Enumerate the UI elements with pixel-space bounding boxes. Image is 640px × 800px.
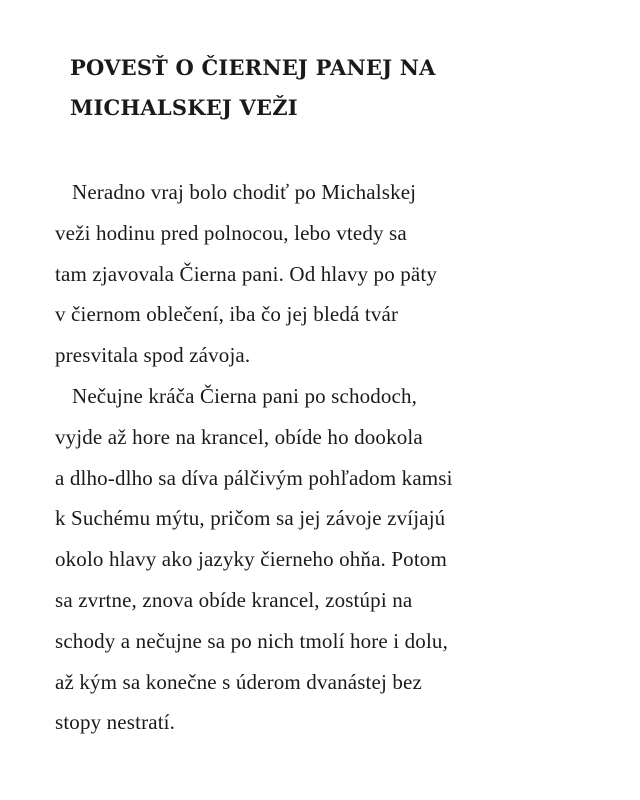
paragraph-line: Neradno vraj bolo chodiť po Michalskej [72, 180, 417, 204]
document-title [70, 48, 590, 128]
document-body [55, 172, 615, 743]
title-line-1: POVESŤ O ČIERNEJ PANEJ NA [70, 55, 436, 80]
paragraph-line: v čiernom oblečení, iba čo jej bledá tvár [55, 302, 399, 327]
paragraph-line: okolo hlavy ako jazyky čierneho ohňa. Potom [55, 547, 447, 572]
paragraph-line: veži hodinu pred polnocou, lebo vtedy sa [55, 220, 407, 245]
paragraph-line: k Suchému mýtu, pričom sa jej závoje zvíjajú [55, 506, 446, 531]
paragraph-line: Nečujne kráča Čierna pani po schodoch, [72, 383, 418, 408]
paragraph-line: vyjde až hore na krancel, obíde ho dookola [55, 424, 423, 449]
paragraph-line: presvitala spod závoja. [55, 343, 251, 368]
paragraph-2 [55, 376, 615, 743]
paragraph-line: stopy nestratí. [55, 710, 176, 735]
paragraph-line: sa zvrtne, znova obíde krancel, zostúpi na [55, 587, 413, 612]
paragraph-1 [55, 172, 615, 376]
paragraph-line: a dlho-dlho sa díva pálčivým pohľadom kamsi [55, 465, 453, 490]
paragraph-line: schody a nečujne sa po nich tmolí hore i dolu, [55, 628, 448, 653]
paragraph-line: tam zjavovala Čierna pani. Od hlavy po päty [55, 261, 437, 286]
paragraph-line: až kým sa konečne s úderom dvanástej bez [55, 669, 422, 694]
title-line-2: MICHALSKEJ VEŽI [70, 95, 298, 120]
